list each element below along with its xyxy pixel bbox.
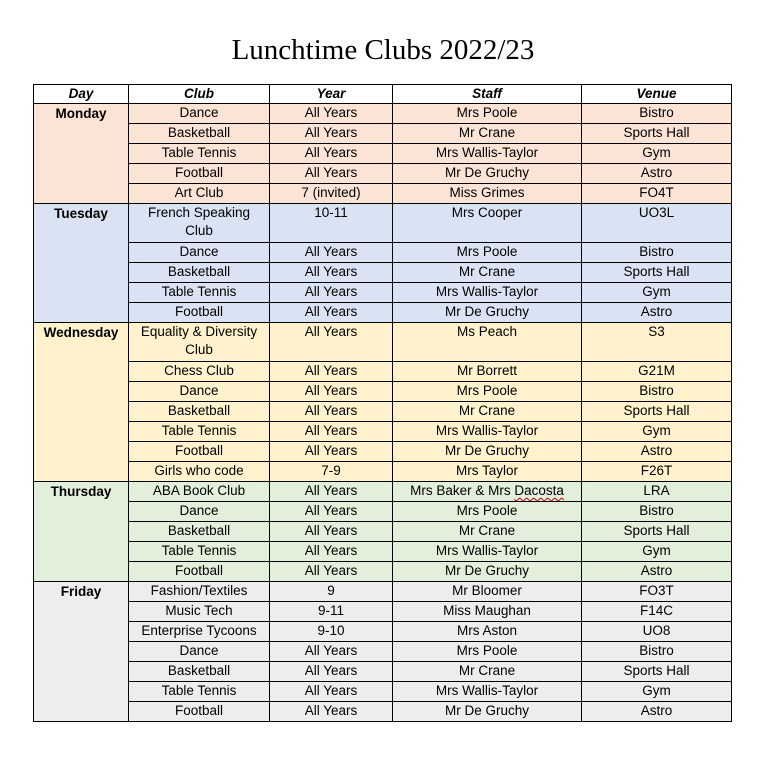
table-row bbox=[34, 164, 732, 184]
table-row bbox=[34, 542, 732, 562]
year-cell: All Years bbox=[270, 442, 393, 462]
staff-cell: Mrs Wallis-Taylor bbox=[393, 682, 582, 702]
staff-cell: Miss Maughan bbox=[393, 602, 582, 622]
year-cell: All Years bbox=[270, 522, 393, 542]
staff-cell: Mrs Poole bbox=[393, 642, 582, 662]
table-row bbox=[34, 263, 732, 283]
venue-cell: Bistro bbox=[582, 502, 732, 522]
venue-cell: UO3L bbox=[582, 204, 732, 243]
day-cell: Wednesday bbox=[34, 323, 129, 482]
club-cell: Football bbox=[129, 562, 270, 582]
staff-cell: Ms Peach bbox=[393, 323, 582, 362]
venue-cell: Bistro bbox=[582, 642, 732, 662]
table-row bbox=[34, 184, 732, 204]
club-cell: Table Tennis bbox=[129, 283, 270, 303]
page-title: Lunchtime Clubs 2022/23 bbox=[231, 34, 535, 66]
venue-cell: Astro bbox=[582, 303, 732, 323]
venue-cell: FO3T bbox=[582, 582, 732, 602]
year-cell: All Years bbox=[270, 642, 393, 662]
year-cell: 9-10 bbox=[270, 622, 393, 642]
year-cell: All Years bbox=[270, 682, 393, 702]
table-row bbox=[34, 702, 732, 722]
staff-cell: Mrs Wallis-Taylor bbox=[393, 144, 582, 164]
year-cell: All Years bbox=[270, 124, 393, 144]
year-cell: All Years bbox=[270, 702, 393, 722]
club-cell: Football bbox=[129, 702, 270, 722]
club-cell: French Speaking Club bbox=[129, 204, 270, 243]
club-cell: Table Tennis bbox=[129, 682, 270, 702]
table-row bbox=[34, 682, 732, 702]
venue-cell: Astro bbox=[582, 702, 732, 722]
venue-cell: F26T bbox=[582, 462, 732, 482]
club-cell: Basketball bbox=[129, 662, 270, 682]
staff-cell: Mr De Gruchy bbox=[393, 164, 582, 184]
year-cell: All Years bbox=[270, 323, 393, 362]
venue-cell: Gym bbox=[582, 422, 732, 442]
table-row bbox=[34, 104, 732, 124]
table-row bbox=[34, 243, 732, 263]
day-cell: Tuesday bbox=[34, 204, 129, 323]
club-cell: Basketball bbox=[129, 124, 270, 144]
venue-cell: Bistro bbox=[582, 243, 732, 263]
year-cell: All Years bbox=[270, 422, 393, 442]
venue-cell: UO8 bbox=[582, 622, 732, 642]
year-cell: All Years bbox=[270, 243, 393, 263]
table-row bbox=[34, 522, 732, 542]
year-cell: All Years bbox=[270, 402, 393, 422]
club-cell: Dance bbox=[129, 642, 270, 662]
staff-cell: Mr Borrett bbox=[393, 362, 582, 382]
year-cell: 9-11 bbox=[270, 602, 393, 622]
club-cell: Dance bbox=[129, 243, 270, 263]
table-row bbox=[34, 362, 732, 382]
club-cell: Enterprise Tycoons bbox=[129, 622, 270, 642]
table-row bbox=[34, 323, 732, 362]
year-cell: All Years bbox=[270, 662, 393, 682]
club-cell: Girls who code bbox=[129, 462, 270, 482]
staff-cell: Mrs Cooper bbox=[393, 204, 582, 243]
venue-cell: Astro bbox=[582, 442, 732, 462]
year-cell: All Years bbox=[270, 263, 393, 283]
table-row bbox=[34, 422, 732, 442]
venue-cell: Astro bbox=[582, 562, 732, 582]
table-row bbox=[34, 442, 732, 462]
year-cell: 9 bbox=[270, 582, 393, 602]
venue-cell: FO4T bbox=[582, 184, 732, 204]
year-cell: 7 (invited) bbox=[270, 184, 393, 204]
table-row bbox=[34, 662, 732, 682]
staff-cell: Mrs Wallis-Taylor bbox=[393, 542, 582, 562]
table-row bbox=[34, 124, 732, 144]
staff-cell: Mrs Poole bbox=[393, 104, 582, 124]
venue-cell: Bistro bbox=[582, 382, 732, 402]
table-body bbox=[34, 104, 732, 722]
year-cell: All Years bbox=[270, 164, 393, 184]
venue-cell: Gym bbox=[582, 144, 732, 164]
staff-cell: Mr De Gruchy bbox=[393, 702, 582, 722]
club-cell: Chess Club bbox=[129, 362, 270, 382]
day-cell: Monday bbox=[34, 104, 129, 204]
year-cell: All Years bbox=[270, 502, 393, 522]
table-row bbox=[34, 462, 732, 482]
table-row bbox=[34, 562, 732, 582]
club-cell: Football bbox=[129, 303, 270, 323]
club-cell: Table Tennis bbox=[129, 422, 270, 442]
staff-cell: Mrs Taylor bbox=[393, 462, 582, 482]
venue-cell: Sports Hall bbox=[582, 263, 732, 283]
staff-cell: Mrs Wallis-Taylor bbox=[393, 283, 582, 303]
staff-cell: Miss Grimes bbox=[393, 184, 582, 204]
club-cell: Equality & Diversity Club bbox=[129, 323, 270, 362]
staff-cell: Mr Crane bbox=[393, 662, 582, 682]
year-cell: All Years bbox=[270, 542, 393, 562]
venue-cell: Sports Hall bbox=[582, 522, 732, 542]
year-cell: 7-9 bbox=[270, 462, 393, 482]
table-row bbox=[34, 303, 732, 323]
table-row bbox=[34, 283, 732, 303]
venue-cell: Gym bbox=[582, 542, 732, 562]
staff-cell: Mr Crane bbox=[393, 522, 582, 542]
staff-cell: Mr De Gruchy bbox=[393, 562, 582, 582]
table-row bbox=[34, 582, 732, 602]
table-row bbox=[34, 402, 732, 422]
table-row bbox=[34, 642, 732, 662]
club-cell: Basketball bbox=[129, 402, 270, 422]
club-cell: Table Tennis bbox=[129, 144, 270, 164]
staff-cell: Mrs Wallis-Taylor bbox=[393, 422, 582, 442]
year-cell: All Years bbox=[270, 283, 393, 303]
year-cell: All Years bbox=[270, 303, 393, 323]
clubs-table bbox=[33, 84, 732, 722]
venue-cell: S3 bbox=[582, 323, 732, 362]
table-row bbox=[34, 382, 732, 402]
header-club: Club bbox=[129, 85, 270, 104]
staff-cell: Mr Crane bbox=[393, 263, 582, 283]
staff-cell: Mrs Poole bbox=[393, 382, 582, 402]
staff-cell: Mrs Baker & Mrs Dacosta bbox=[393, 482, 582, 502]
club-cell: Dance bbox=[129, 104, 270, 124]
table-row bbox=[34, 482, 732, 502]
year-cell: All Years bbox=[270, 382, 393, 402]
club-cell: Basketball bbox=[129, 522, 270, 542]
venue-cell: LRA bbox=[582, 482, 732, 502]
header-staff: Staff bbox=[393, 85, 582, 104]
venue-cell: Astro bbox=[582, 164, 732, 184]
year-cell: All Years bbox=[270, 144, 393, 164]
table-row bbox=[34, 622, 732, 642]
club-cell: Art Club bbox=[129, 184, 270, 204]
staff-cell: Mr De Gruchy bbox=[393, 303, 582, 323]
staff-cell: Mrs Poole bbox=[393, 243, 582, 263]
year-cell: All Years bbox=[270, 104, 393, 124]
day-cell: Friday bbox=[34, 582, 129, 722]
staff-cell: Mr Crane bbox=[393, 402, 582, 422]
table-row bbox=[34, 602, 732, 622]
staff-cell: Mrs Aston bbox=[393, 622, 582, 642]
venue-cell: Sports Hall bbox=[582, 662, 732, 682]
club-cell: Dance bbox=[129, 382, 270, 402]
club-cell: Table Tennis bbox=[129, 542, 270, 562]
staff-cell: Mrs Poole bbox=[393, 502, 582, 522]
venue-cell: Gym bbox=[582, 682, 732, 702]
club-cell: Music Tech bbox=[129, 602, 270, 622]
table-row bbox=[34, 502, 732, 522]
club-cell: Dance bbox=[129, 502, 270, 522]
header-year: Year bbox=[270, 85, 393, 104]
header-venue: Venue bbox=[582, 85, 732, 104]
venue-cell: Bistro bbox=[582, 104, 732, 124]
day-cell: Thursday bbox=[34, 482, 129, 582]
staff-cell: Mr De Gruchy bbox=[393, 442, 582, 462]
spellcheck-underline: Dacosta bbox=[514, 483, 564, 498]
header-row bbox=[34, 85, 732, 104]
venue-cell: Gym bbox=[582, 283, 732, 303]
club-cell: ABA Book Club bbox=[129, 482, 270, 502]
venue-cell: G21M bbox=[582, 362, 732, 382]
staff-cell: Mr Crane bbox=[393, 124, 582, 144]
year-cell: All Years bbox=[270, 482, 393, 502]
venue-cell: F14C bbox=[582, 602, 732, 622]
header-day: Day bbox=[34, 85, 129, 104]
club-cell: Basketball bbox=[129, 263, 270, 283]
year-cell: 10-11 bbox=[270, 204, 393, 243]
table-row bbox=[34, 204, 732, 243]
club-cell: Fashion/Textiles bbox=[129, 582, 270, 602]
club-cell: Football bbox=[129, 442, 270, 462]
staff-cell: Mr Bloomer bbox=[393, 582, 582, 602]
club-cell: Football bbox=[129, 164, 270, 184]
venue-cell: Sports Hall bbox=[582, 124, 732, 144]
year-cell: All Years bbox=[270, 362, 393, 382]
table-row bbox=[34, 144, 732, 164]
venue-cell: Sports Hall bbox=[582, 402, 732, 422]
year-cell: All Years bbox=[270, 562, 393, 582]
